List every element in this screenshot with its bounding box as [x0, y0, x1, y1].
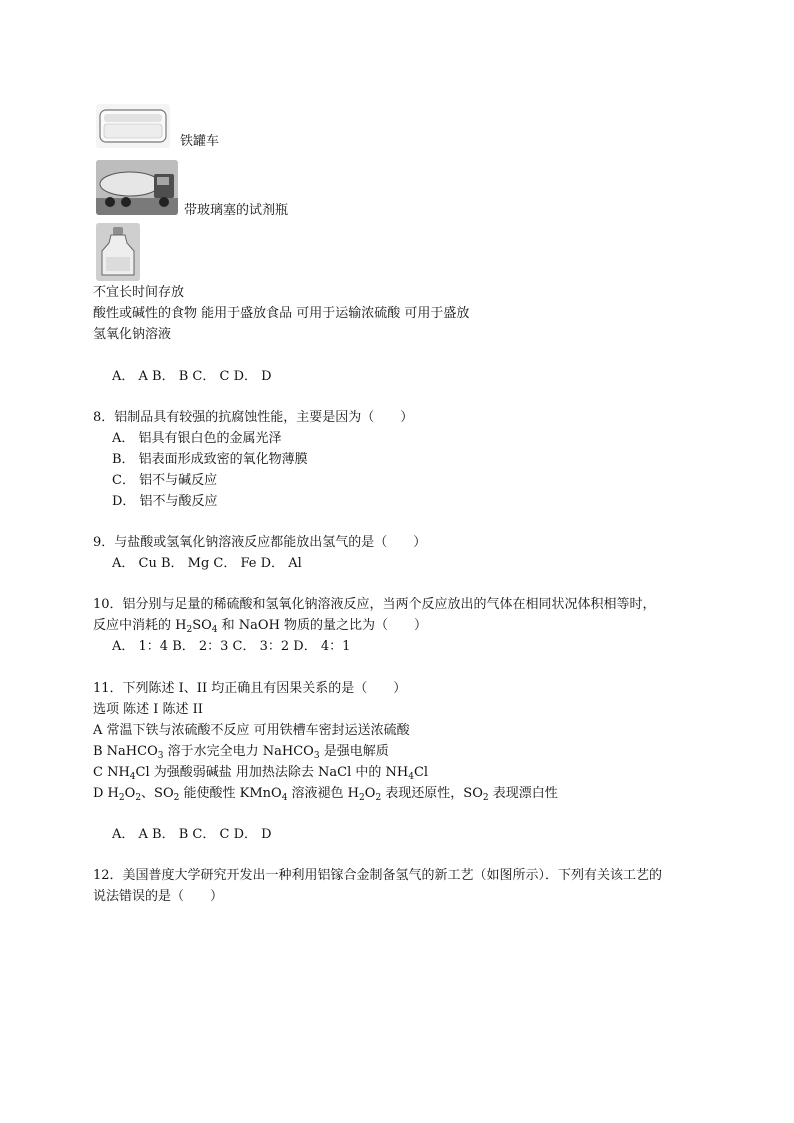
q11-table-header: 选项 陈述 I 陈述 II — [93, 702, 203, 717]
q7-statement-line-2: 酸性或碱性的食物 能用于盛放食品 可用于运输浓硫酸 可用于盛放 — [93, 306, 470, 321]
q11-row-a: A 常温下铁与浓硫酸不反应 可用铁槽车密封运送浓硫酸 — [93, 723, 410, 738]
q11-options: A． A B． B C． C D． D — [112, 827, 272, 842]
q11-row-c: C $NH_4Cl$ 为强酸弱碱盐 用加热法除去 NaCl 中的 $NH_4Cl$ — [93, 765, 429, 782]
q8-option-d: D． 铝不与酸反应 — [112, 494, 218, 509]
glass-stopper-bottle-image — [96, 223, 140, 281]
q7-statement-line-1: 不宜长时间存放 — [93, 285, 185, 300]
q8-option-c: C． 铝不与碱反应 — [112, 473, 218, 488]
q8-option-b: B． 铝表面形成致密的氧化物薄膜 — [112, 452, 308, 467]
q11-stem: 11．下列陈述 I、II 均正确且有因果关系的是（ ） — [93, 681, 407, 696]
q10-stem-line-1: 10．铝分别与足量的稀硫酸和氢氧化钠溶液反应，当两个反应放出的气体在相同状况体积相等时， — [93, 597, 656, 612]
image-label-tank-truck: 铁罐车 — [180, 134, 220, 149]
q10-stem-line-2: 反应中消耗的 $H_2SO_4$ 和 NaOH 物质的量之比为（ ） — [93, 618, 428, 635]
q9-options: A． Cu B． Mg C． Fe D． Al — [112, 556, 302, 571]
q8-option-a: A． 铝具有银白色的金属光泽 — [112, 431, 282, 446]
q10-options: A． 1：4 B． 2：3 C． 3：2 D． 4：1 — [112, 639, 351, 654]
image-label-reagent-bottle: 带玻璃塞的试剂瓶 — [184, 203, 289, 218]
food-container-image — [96, 104, 170, 148]
q11-row-d: D $H_2O_2$、$SO_2$ 能使酸性 KMnO$_4$ 溶液褪色 $H_2O_2$ 表现还原性，$SO_2$ 表现漂白性 — [93, 786, 558, 803]
q7-options: A． A B． B C． C D． D — [112, 369, 272, 384]
q8-stem: 8．铝制品具有较强的抗腐蚀性能，主要是因为（ ） — [93, 410, 414, 425]
q7-statement-line-3: 氢氧化钠溶液 — [93, 327, 172, 342]
tank-truck-image — [96, 160, 178, 215]
q9-stem: 9．与盐酸或氢氧化钠溶液反应都能放出氢气的是（ ） — [93, 535, 427, 550]
q11-row-b: B NaHCO$_3$ 溶于水完全电力 NaHCO$_3$ 是强电解质 — [93, 744, 389, 761]
q12-stem-line-2: 说法错误的是（ ） — [93, 889, 224, 904]
q12-stem-line-1: 12．美国普度大学研究开发出一种利用铝镓合金制备氢气的新工艺（如图所示）．下列有关该工艺的 — [93, 868, 663, 883]
